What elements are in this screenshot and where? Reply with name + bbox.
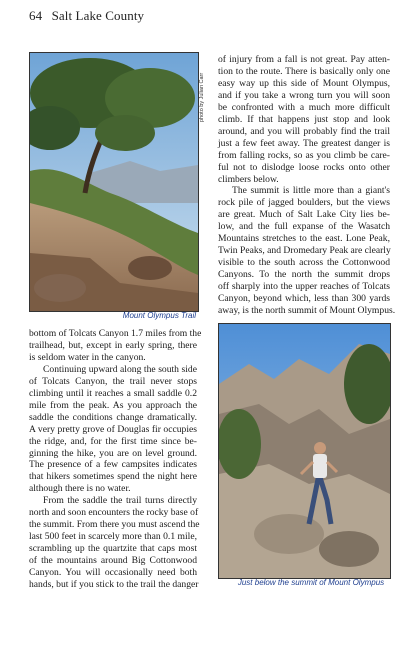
summit-photo-caption: Just below the summit of Mount Olympus <box>237 578 385 587</box>
text-line: north and soon encounters the rocky base of <box>29 507 199 519</box>
text-line: Continuing upward along the south side <box>43 363 197 375</box>
running-title: Salt Lake County <box>51 8 145 23</box>
text-line: Canyons. To the north the summit drops <box>218 269 390 281</box>
text-line: The presence of a few campsites indicates <box>29 459 197 471</box>
text-line: ginning the hike, you are on level ground. <box>29 447 197 459</box>
text-line: trailhead, but, except in early spring, there <box>29 339 197 351</box>
text-line: be confronted with a much more difficult <box>218 101 390 113</box>
text-line: saddle the conditions change dramatically. <box>29 411 197 423</box>
text-line: of Tolcats Canyon, the trail never stops <box>29 375 197 387</box>
text-line: of the mountains around Big Cottonwood <box>29 555 197 567</box>
text-line: A very pretty grove of Douglas fir occupies <box>29 423 197 435</box>
text-line: last 500 feet in scarcely more than 0.1 mile, <box>29 531 197 543</box>
text-line: from falling rocks, so as you climb be care- <box>218 149 390 161</box>
running-header <box>29 8 144 24</box>
trail-photo-image <box>30 53 198 311</box>
trail-photo-caption: Mount Olympus Trail <box>122 311 196 320</box>
text-line: The summit is little more than a giant's <box>232 185 390 197</box>
left-column-text <box>29 328 202 591</box>
text-line: just a few feet away. The greatest danger is <box>218 137 390 149</box>
text-line: climbers below. <box>218 173 279 185</box>
text-line: easy way up this side of Mount Olympus, <box>218 77 390 89</box>
text-line: is seldom water in the canyon. <box>29 351 146 363</box>
text-line: and if you take a wrong turn you will soon <box>218 89 390 101</box>
text-line: scrambling up the quartzite that caps most <box>29 543 197 555</box>
text-line: climbing until it reaches a small saddle 0.2 <box>29 387 197 399</box>
text-line: visible to the south across the Cottonwood <box>218 257 390 269</box>
text-line: tion to the route. There is basically only one <box>218 65 390 77</box>
text-line: the ridge, and, for the first time since be- <box>29 435 197 447</box>
text-line: Mountains stretches to the east. Lone Peak, <box>218 233 390 245</box>
text-line: From the saddle the trail turns directly <box>43 495 197 507</box>
text-line: bottom of Tolcats Canyon 1.7 miles from the <box>29 328 202 339</box>
photo-credit <box>198 60 208 130</box>
text-line: are great. Much of Salt Lake City lies be- <box>218 209 390 221</box>
text-line: the summit. From there you must ascend the <box>29 519 200 531</box>
summit-photo-image <box>219 324 390 578</box>
text-line: low, and the full expanse of the Wasatch <box>218 221 390 233</box>
right-column-text <box>218 54 396 317</box>
text-line: Canyon. You will occasionally need both <box>29 567 197 579</box>
text-line: of injury from a fall is not great. Pay atten- <box>218 54 390 65</box>
text-line: ful not to dislodge loose rocks onto other <box>218 161 390 173</box>
text-line: climb. If that happens just stop and look <box>218 113 390 125</box>
summit-photo <box>218 323 391 579</box>
text-line: away, is the north summit of Mount Olympus. <box>218 305 396 317</box>
text-line: mile from the peak. As you approach the <box>29 399 197 411</box>
trail-photo <box>29 52 199 312</box>
text-line: off sharply into the upper reaches of Tolcats <box>218 281 390 293</box>
text-line: rock pile of jagged boulders, but the views <box>218 197 390 209</box>
text-line: although there is no water. <box>29 483 131 495</box>
page-number: 64 <box>29 8 43 23</box>
text-line: Canyon, beyond which, less than 300 yards <box>218 293 390 305</box>
text-line: Twin Peaks, and Dromedary Peak are clearly <box>218 245 391 257</box>
text-line: hands, but if you stick to the trail the danger <box>29 579 199 591</box>
text-line: that hikers sometimes spend the night here <box>29 471 197 483</box>
text-line: around, and you will probably find the trail <box>218 125 390 137</box>
photo-credit-text: photo by Julian Carr <box>199 72 205 122</box>
